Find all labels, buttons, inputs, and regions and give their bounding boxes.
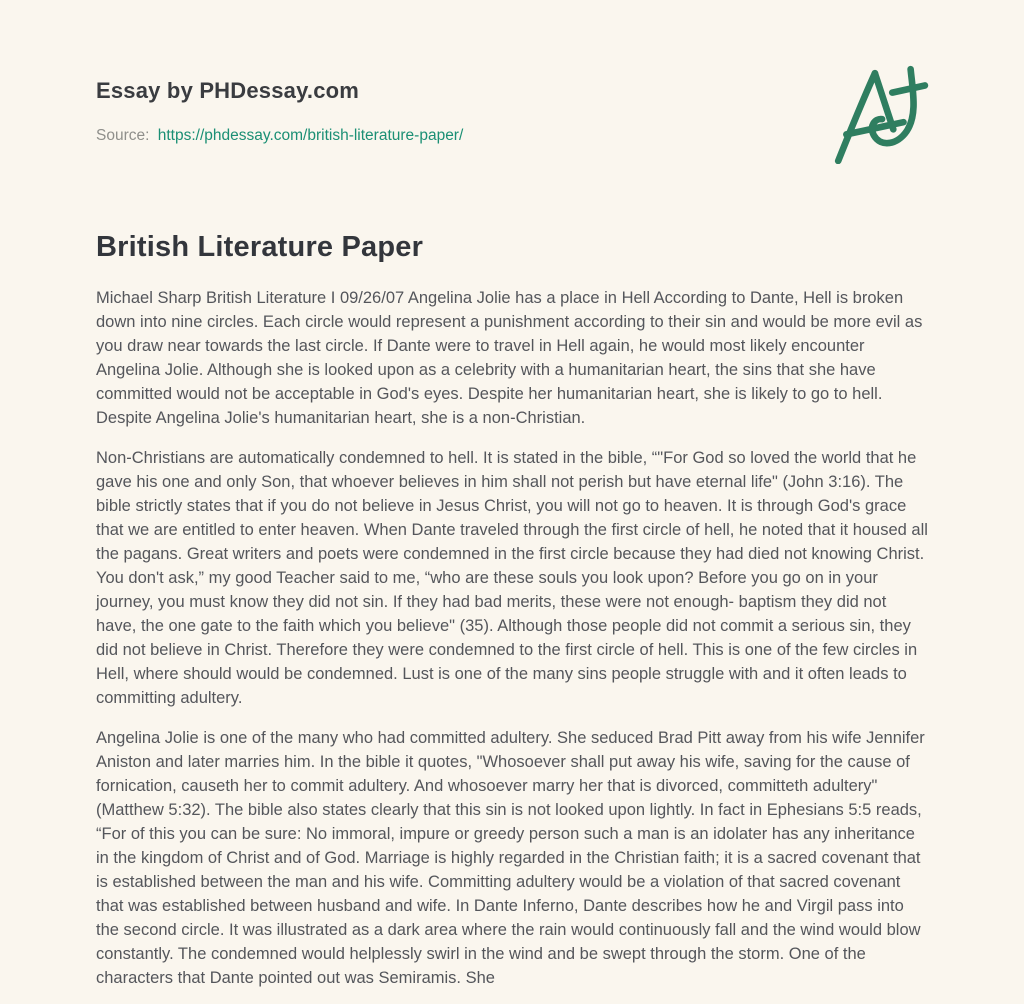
article-paragraph: Michael Sharp British Literature I 09/26/07 Angelina Jolie has a place in Hell According to Dante, Hell is broken down into nine circles. Each circle would represent a punishment according to their sin and would be more evil as you draw near towards the last circle. If Dante were to travel in Hell again, he would most likely encounter Angelina Jolie. Although she is looked upon as a celebrity with a humanitarian heart, the sins that she have committed would not be acceptable in God's eyes. Despite her humanitarian heart, she is likely to go to hell. Despite Angelina Jolie's humanitarian heart, she is a non-Christian. <box>96 289 923 427</box>
source-line <box>96 127 928 145</box>
phdessay-a-plus-logo-icon <box>827 62 931 164</box>
source-label: Source: <box>96 127 150 144</box>
article-body <box>96 286 928 990</box>
article-paragraph: Non-Christians are automatically condemned to hell. It is stated in the bible, “"For God so loved the world that he gave his one and only Son, that whoever believes in him shall not perish but have eternal life" (John 3:16). The bible strictly states that if you do not believe in Jesus Christ, you will not go to heaven. It is through God's grace that we are entitled to enter heaven. When Dante traveled through the first circle of hell, he noted that it housed all the pagans. Great writers and poets were condemned in the first circle because they had died not knowing Christ. You don't ask,” my good Teacher said to me, “who are these souls you look upon? Before you go on in your journey, you must know they did not sin. If they had bad merits, these were not enough- baptism they did not have, the one gate to the faith which you believe" (35). Although those people did not commit a serious sin, they did not believe in Christ. Therefore they were condemned to the first circle of hell. This is one of the few circles in Hell, where should would be condemned. Lust is one of the many sins people struggle with and it often leads to committing adultery. <box>96 449 928 707</box>
article-title: British Literature Paper <box>96 231 424 263</box>
source-url-link[interactable]: https://phdessay.com/british-literature-paper/ <box>157 127 464 144</box>
article-paragraph: Angelina Jolie is one of the many who had committed adultery. She seduced Brad Pitt away from his wife Jennifer Aniston and later marries him. In the bible it quotes, "Whosoever shall put away his wife, saving for the cause of fornication, causeth her to commit adultery. And whosoever marry her that is divorced, committeth adultery" (Matthew 5:32). The bible also states clearly that this sin is not looked upon lightly. In fact in Ephesians 5:5 reads, “For of this you can be sure: No immoral, impure or greedy person such a man is an idolater has any inheritance in the kingdom of Christ and of God. Marriage is highly regarded in the Christian faith; it is a sacred covenant that is established between the man and his wife. Committing adultery would be a violation of that sacred covenant that was established between husband and wife. In Dante Inferno, Dante describes how he and Virgil pass into the second circle. It was illustrated as a dark area where the rain would continuously fall and the wind would blow constantly. The condemned would helplessly swirl in the wind and be swept through the storm. One of the characters that Dante pointed out was Semiramis. She <box>96 729 925 987</box>
site-header-title: Essay by PHDessay.com <box>96 78 360 103</box>
